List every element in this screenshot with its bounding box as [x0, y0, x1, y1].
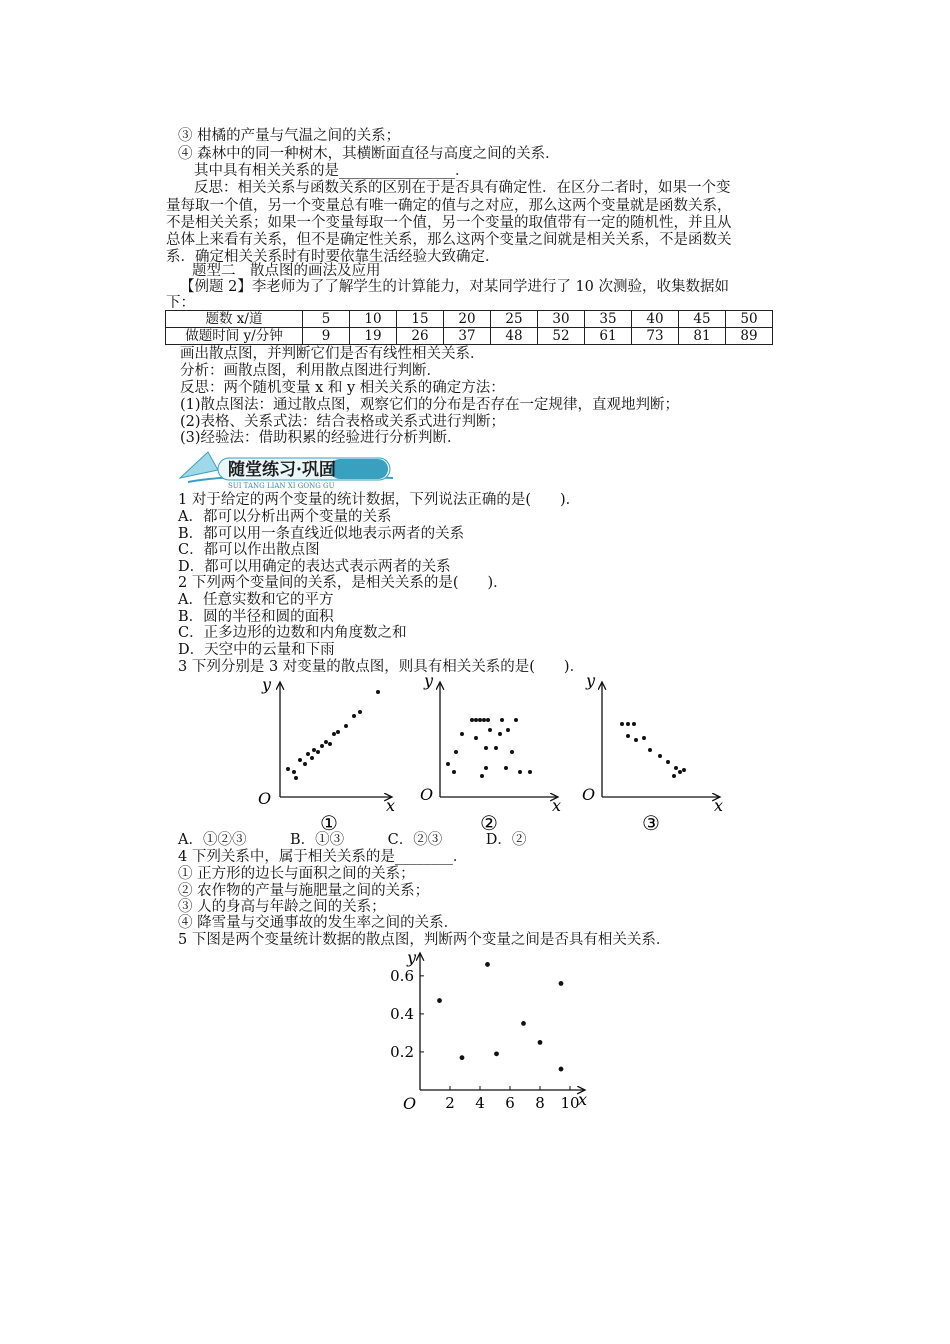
option: B．都可以用一条直线近似地表示两者的关系 — [178, 526, 465, 542]
origin-label: O — [403, 1094, 417, 1113]
y-axis-label: y — [407, 948, 417, 967]
table-cell: 5 — [303, 311, 350, 328]
x-tick-label: 6 — [505, 1094, 515, 1112]
question-1: 1 对于给定的两个变量的统计数据，下列说法正确的是( )． — [178, 492, 581, 508]
origin-label: O — [420, 785, 434, 804]
table-row-label: 做题时间 y/分钟 — [166, 328, 303, 345]
x-axis-label: x — [578, 1090, 588, 1109]
origin-label: O — [258, 789, 272, 808]
text-line: 不是相关关系；如果一个变量每取一个值，另一个变量的取值带有一定的随机性，并且从 — [166, 215, 732, 231]
text-line: 量每取一个值，另一个变量总有唯一确定的值与之对应，那么这两个变量就是函数关系， — [166, 198, 732, 214]
question-3: 3 下列分别是 3 对变量的散点图，则具有相关关系的是( )． — [178, 659, 585, 675]
data-point — [538, 1040, 543, 1045]
table-cell: 45 — [679, 311, 726, 328]
data-point — [494, 1051, 499, 1056]
option: A．都可以分析出两个变量的关系 — [178, 509, 392, 525]
option: D．都可以用确定的表达式表示两者的关系 — [178, 559, 451, 575]
text-line: 系．确定相关关系时有时要依靠生活经验大致确定． — [166, 249, 500, 265]
text-line: 画出散点图，并判断它们是否有线性相关关系． — [180, 346, 485, 362]
table-cell: 73 — [632, 328, 679, 345]
list-item: ① 正方形的边长与面积之间的关系； — [178, 866, 415, 882]
banner-graphic — [178, 448, 398, 490]
origin-label: O — [582, 785, 596, 804]
y-axis-label: y — [424, 672, 434, 690]
data-point — [559, 1067, 564, 1072]
option: A．任意实数和它的平方 — [178, 592, 334, 608]
y-tick-label: 0.2 — [390, 1042, 414, 1061]
y-tick-label: 0.6 — [390, 966, 414, 985]
x-axis-label: x — [386, 796, 396, 815]
plot-2 — [420, 672, 561, 835]
text-line: 反思：相关关系与函数关系的区别在于是否具有确定性．在区分二者时，如果一个变 — [194, 180, 731, 196]
x-tick-label: 10 — [560, 1094, 580, 1112]
table-cell: 37 — [444, 328, 491, 345]
table-cell: 25 — [491, 311, 538, 328]
option: D．天空中的云量和下雨 — [178, 642, 335, 658]
section-heading: 题型二 散点图的画法及应用 — [192, 263, 381, 279]
list-item: ② 农作物的产量与施肥量之间的关系； — [178, 883, 430, 899]
table-row — [166, 311, 773, 328]
sail-icon — [180, 452, 218, 478]
x-tick-label: 2 — [445, 1094, 455, 1112]
option: C．都可以作出散点图 — [178, 542, 320, 558]
option: B．圆的半径和圆的面积 — [178, 609, 334, 625]
table-row — [166, 328, 773, 345]
y-axis-label: y — [586, 672, 596, 690]
banner-title: 随堂练习·巩固 — [228, 460, 336, 480]
option: C．正多边形的边数和内角度数之和 — [178, 625, 407, 641]
text-line: (3)经验法：借助积累的经验进行分析判断． — [180, 430, 462, 446]
banner-subtitle: SUI TANG LIAN XI GONG GU — [228, 482, 335, 490]
table-cell: 20 — [444, 311, 491, 328]
text-line: 反思：两个随机变量 x 和 y 相关关系的确定方法： — [180, 380, 505, 396]
plot-3 — [582, 672, 723, 835]
x-axis-label: x — [714, 796, 724, 815]
text-line: 下： — [166, 295, 195, 311]
section-banner — [178, 448, 398, 490]
data-table — [165, 310, 773, 345]
plot-1 — [258, 675, 395, 835]
text-line: ④ 森林中的同一种树木，其横断面直径与高度之间的关系． — [178, 146, 560, 162]
x-tick-label: 8 — [535, 1094, 545, 1112]
plot-label: ① — [320, 811, 338, 835]
x-axis-label: x — [552, 796, 562, 815]
table-row-label: 题数 x/道 — [166, 311, 303, 328]
text-line: 其中具有相关关系的是________________． — [194, 163, 470, 179]
table-cell: 40 — [632, 311, 679, 328]
question-4: 4 下列关系中，属于相关关系的是________． — [178, 849, 468, 865]
data-point — [437, 998, 442, 1003]
table-cell: 89 — [726, 328, 773, 345]
y-axis-label: y — [262, 675, 272, 694]
text-line: (2)表格、关系式法：结合表格或关系式进行判断； — [180, 414, 506, 430]
table-cell: 35 — [585, 311, 632, 328]
list-item: ③ 人的身高与年龄之间的关系； — [178, 899, 386, 915]
table-cell: 15 — [397, 311, 444, 328]
y-tick-label: 0.4 — [390, 1004, 414, 1023]
text-line: 总体上来看有关系，但不是确定性关系，那么这两个变量之间就是相关关系，不是函数关 — [166, 232, 732, 248]
plot-label: ③ — [642, 811, 660, 835]
table-cell: 10 — [350, 311, 397, 328]
table-cell: 52 — [538, 328, 585, 345]
list-item: ④ 降雪量与交通事故的发生率之间的关系． — [178, 915, 459, 931]
example-title: 【例题 2】李老师为了了解学生的计算能力，对某同学进行了 10 次测验，收集数据如 — [180, 279, 730, 295]
text-line: 分析：画散点图，利用散点图进行判断． — [180, 363, 441, 379]
q3-options: A．①②③ B．①③ C．②③ D．② — [178, 832, 527, 848]
table-cell: 26 — [397, 328, 444, 345]
scatter-chart-q5 — [385, 945, 600, 1117]
data-point — [559, 981, 564, 986]
text-line: (1)散点图法：通过散点图，观察它们的分布是否存在一定规律，直观地判断； — [180, 397, 680, 413]
table-cell: 9 — [303, 328, 350, 345]
question-2: 2 下列两个变量间的关系，是相关关系的是( )． — [178, 575, 508, 591]
data-point — [521, 1021, 526, 1026]
table-cell: 81 — [679, 328, 726, 345]
table-cell: 48 — [491, 328, 538, 345]
scatter-plots-q3 — [250, 672, 740, 838]
x-tick-label: 4 — [475, 1094, 485, 1112]
data-point — [485, 962, 490, 967]
table-cell: 19 — [350, 328, 397, 345]
data-point — [460, 1055, 465, 1060]
table-cell: 50 — [726, 311, 773, 328]
question-5: 5 下图是两个变量统计数据的散点图，判断两个变量之间是否具有相关关系． — [178, 932, 671, 948]
text-line: ③ 柑橘的产量与气温之间的关系； — [178, 128, 401, 144]
plot-label: ② — [480, 811, 498, 835]
table-cell: 61 — [585, 328, 632, 345]
table-cell: 30 — [538, 311, 585, 328]
